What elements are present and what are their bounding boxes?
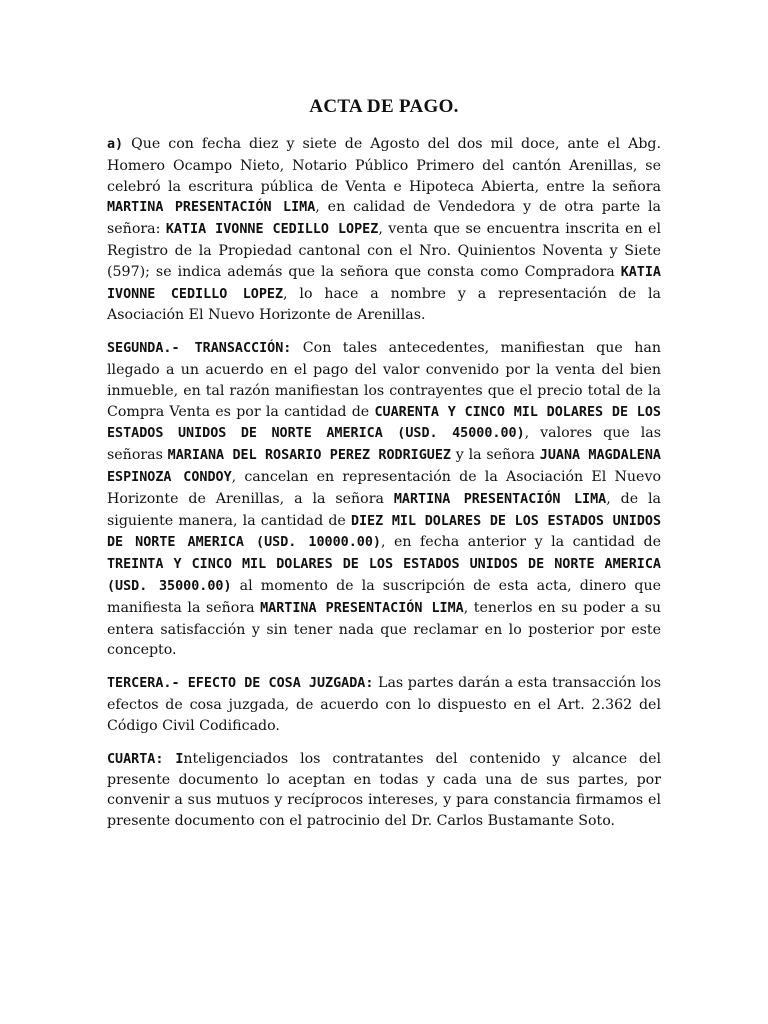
bold-text: TERCERA.- EFECTO DE COSA JUZGADA:	[107, 676, 374, 692]
bold-text: MARTINA PRESENTACIÓN LIMA	[260, 600, 464, 616]
paragraph-a	[107, 134, 661, 326]
body-text: , lo hace a nombre y a representación de la Asociación El Nuevo Horizonte de Arenillas.	[107, 285, 661, 324]
body-text: al momento de la suscripción de esta acta, dinero que manifiesta la señora	[107, 577, 661, 616]
bold-text: JUANA MAGDALENA ESPINOZA CONDOY	[107, 448, 661, 485]
bold-text: CUARTA:	[107, 751, 164, 767]
document-page	[107, 96, 661, 843]
body-text: , cancelan en representación de la Asociación El Nuevo Horizonte de Arenillas, a la señora	[107, 468, 661, 507]
paragraph-tercera	[107, 673, 661, 736]
body-text: , en calidad de Vendedora y de otra parte la señora:	[107, 199, 662, 238]
body-text: Con tales antecedentes, manifiestan que han llegado a un acuerdo en el pago del valor convenido por la venta del bien inmueble, en tal razón manifiestan los contrayentes que el precio total de la Compra Venta es por la cantidad de	[107, 340, 661, 420]
body-text: , venta que se encuentra inscrita en el Registro de la Propiedad cantonal con el Nro. Quinientos Noventa y Siete (597); se indica además que la señora que consta como Compradora	[107, 221, 661, 280]
body-text: , valores que las señoras	[107, 425, 661, 464]
bold-text: MARTINA PRESENTACIÓN LIMA	[107, 200, 316, 216]
bold-text: SEGUNDA.- TRANSACCIÓN:	[107, 341, 292, 357]
body-text: Que con fecha diez y siete de Agosto del dos mil doce, ante el Abg. Homero Ocampo Nieto, Notario Público Primero del cantón Arenillas, se celebró la escritura pública de Venta e Hipoteca Abierta, entre la señora	[107, 136, 661, 195]
bold-text: DIEZ MIL DOLARES DE LOS ESTADOS UNIDOS DE NORTE AMERICA (USD. 10000.00)	[107, 513, 662, 551]
body-text: , en fecha anterior y la cantidad de	[380, 534, 662, 551]
document-title: ACTA DE PAGO.	[309, 96, 459, 117]
bold-text: KATIA IVONNE CEDILLO LOPEZ	[165, 222, 379, 238]
paragraph-segunda	[107, 338, 661, 661]
body-text: , tenerlos en su poder a su entera satisfacción y sin tener nada que reclamar en lo posterior por este concepto.	[107, 599, 662, 659]
bold-text: a)	[107, 137, 124, 152]
body-text: Las partes darán a esta transacción los efectos de cosa juzgada, de acuerdo con lo dispuesto en el Art. 2.362 del Código Civil Codificado.	[107, 675, 661, 734]
paragraph-cuarta	[107, 749, 661, 832]
body-text: , de la siguiente manera, la cantidad de	[107, 490, 661, 529]
body-text: y la señora	[450, 447, 540, 464]
bold-text: TREINTA Y CINCO MIL DOLARES DE LOS ESTADOS UNIDOS DE NORTE AMERICA (USD. 35000.00)	[107, 557, 661, 594]
document-body	[107, 134, 661, 831]
body-text	[163, 751, 175, 767]
bold-text: MARIANA DEL ROSARIO PEREZ RODRIGUEZ	[167, 448, 451, 464]
bold-text: CUARENTA Y CINCO MIL DOLARES DE LOS ESTADOS UNIDOS DE NORTE AMERICA (USD. 45000.00)	[107, 404, 661, 442]
bold-text: I	[175, 751, 184, 767]
bold-text: MARTINA PRESENTACIÓN LIMA	[393, 491, 607, 507]
bold-text: KATIA IVONNE CEDILLO LOPEZ	[107, 264, 661, 302]
body-text: nteligenciados los contratantes del contenido y alcance del presente documento lo aceptan en todas y cada una de sus partes, por convenir a sus mutuos y recíprocos intereses, y para constancia firmamos el presente documento con el patrocinio del Dr. Carlos Bustamante Soto.	[107, 750, 662, 829]
